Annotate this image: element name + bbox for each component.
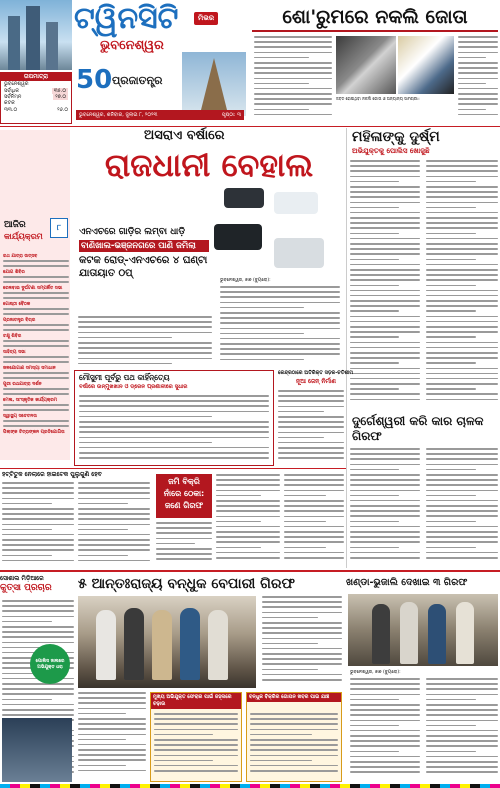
strip-mid-body (156, 522, 212, 568)
bottom-mid-body (262, 596, 342, 688)
weather-max: ୩୫.୦ (53, 88, 66, 94)
strip-right-body-2 (284, 474, 344, 568)
land-box-line-2: ନାଁରେ ଠେକା: (163, 489, 205, 498)
top-story-headline-bar (252, 4, 498, 32)
right-column (348, 128, 500, 568)
lead-body-1 (220, 286, 340, 366)
building-shape (8, 16, 20, 70)
info-box-b (246, 692, 342, 782)
agenda-title: ଆଜିର (4, 220, 26, 230)
agenda-item: ଜଳଯୋଗାଣ ସମସ୍ୟା ସମାଧାନ (3, 366, 56, 371)
lead-sub-3: କଟକ ରୋଡ୍-ଏନଏଚରେ ୪ ଘଣ୍ଟା ଯାତାୟାତ ଠପ୍ (79, 255, 208, 279)
person-shape (400, 602, 418, 664)
building-shape (26, 6, 40, 70)
lead-sub-box (76, 224, 212, 308)
person-shape (428, 604, 446, 664)
weather-box (0, 72, 72, 124)
weather-city: ଭୁବନେଶ୍ୱର (4, 81, 29, 87)
agenda-item: ରଥ ଯାତ୍ରା ଉତ୍ସବ (3, 254, 38, 259)
shoe-photo-1 (336, 36, 396, 94)
car-shape (224, 188, 264, 208)
masthead-badge: ମିଭର (194, 12, 218, 25)
agenda-item: ପ୍ରଜାତନ୍ତ୍ର ବିଚାର (3, 318, 36, 323)
lead-dateline: ଭୁବନେଶ୍ୱର, ୭ା୭ (ବ୍ୟୁରୋ): (220, 278, 271, 283)
building-shape (46, 22, 58, 70)
right-headline-2: ଦୁର୍ଗେଶ୍ୱରୀ କରି କାର ଚାଳକ ଗିରଫ (352, 414, 484, 443)
weather-min2: ୨୬.୦ (57, 107, 68, 113)
person-shape (152, 610, 172, 680)
top-story-body (254, 36, 332, 116)
info-box-a-title: ମୁଖ୍ୟ ଅଭିଯୁକ୍ତ ଫେରାର ପାଇଁ ଜହ୍ନାରେ ଚଢ଼ାଉ (151, 693, 241, 709)
agenda-item: ଚକ୍ଷୁ ଶିବିର (3, 334, 22, 339)
divider (0, 468, 346, 469)
callout-badge (30, 644, 70, 684)
right-body-2 (426, 160, 498, 410)
strip-right-body-1 (216, 474, 280, 568)
info-box-a (150, 692, 242, 782)
lead-body-2 (78, 316, 212, 366)
lead-sub-1: ଏନଏଚରେ ଗାଡ଼ିର ଲମ୍ବା ଧାଡ଼ି (79, 227, 186, 237)
masthead-title: ଟ୍ୱିନସିଟି (74, 1, 179, 36)
right-body-4 (426, 448, 498, 566)
bottom-left2-body (78, 692, 146, 782)
person-shape (208, 610, 228, 680)
info-box-b-title: ବନ୍ଧୁକ ବିକ୍ରିର ଗୋପନ ଖବର ପାଇ ଯାଞ୍ଚ (247, 693, 341, 702)
nudge-body (278, 390, 344, 464)
agenda-item: ପିଲାଙ୍କ ଚିତ୍ରାଙ୍କନ ପ୍ରତିଯୋଗିତା (3, 430, 65, 435)
car-shape (214, 224, 262, 250)
strip-left-body-2 (78, 482, 150, 568)
car-shape (274, 238, 324, 268)
weather-min: ୨୭.୦ (55, 94, 66, 100)
lead-headline: ରାଜଧାନୀ ବେହାଲ (104, 146, 314, 184)
strip-left-body-1 (2, 482, 74, 568)
registration-bar (0, 784, 500, 788)
agenda-item: ପୁରୀ ରଥଯାତ୍ରା ଦର୍ଶନ (3, 382, 42, 387)
right-headline-1: ମହିଳାଙ୍କୁ ଦୁର୍ଷ୍ମ (352, 129, 440, 145)
weather-min-label: ସର୍ବନିମ୍ନ (4, 94, 22, 100)
divider (0, 126, 500, 127)
monsoon-sub: ବର୍ଷାରେ ଉନ୍ମୁଖଖାନ ଓ ଡ୍ରେନ ପ୍ରଣାଳୀରେ ସୁଧାର (79, 384, 188, 390)
agenda-item: ଗୋଷ୍ଠୀ ବୈଠକ (3, 302, 31, 307)
land-box-line-1: ଜମି ବିକ୍ରି (168, 477, 200, 486)
nudge-sub: ନୂଆ ଜେନ୍ ନିର୍ମାଣ (296, 378, 336, 385)
bottom-kicker-box (0, 574, 74, 596)
weather-header: ତାପମାତ୍ରା (1, 73, 71, 81)
agenda-item: ସ୍ୱାସ୍ଥ୍ୟ ସଚେତନତା (3, 414, 37, 419)
strip-left-head: ହଟ୍ଟିତୁକ ନେଲାରେ ହାଇଟେକ ପୁଲୁଗୁଣି ହେବ (2, 471, 102, 478)
top-story-body-right (458, 36, 498, 116)
bottom-kicker-2: କୁତ୍ସା ପ୍ରଚାର (0, 583, 52, 593)
police-logo-photo (2, 718, 72, 782)
person-shape (124, 608, 144, 680)
agenda-item: ଯୋଗ ଶିବିର (3, 270, 25, 275)
agenda-item: ସାହିତ୍ୟ ସଭା (3, 350, 26, 355)
agenda-item: ମେଳା, ସାଂସ୍କୃତିକ କାର୍ଯ୍ୟକ୍ରମ (3, 398, 57, 403)
weather-max-label: ସର୍ବାଧିକ (4, 88, 19, 94)
bottom-right-headline: ଖଣ୍ଡା-ଭୁଜାଲି ଦେଖାଇ ୩ ଗିରଫ (346, 577, 468, 588)
issue-date: ଭୁବନେଶ୍ୱର, ଶନିବାର, ଜୁଲାଇ ୮, ୨୦୨୩ (79, 112, 158, 118)
car-shape (274, 192, 318, 214)
brand-name: ପ୍ରଜାତନ୍ତ୍ର (112, 74, 163, 87)
top-story-caption: ଜବତ ହୋଇଥିବା ନକଲି ଜୋତା ଓ ଅନ୍ୟାନ୍ୟ ସାମଗ୍ରୀ। (336, 96, 420, 101)
masthead (0, 0, 248, 124)
monsoon-body (79, 395, 269, 463)
agenda-item: ରେଳବାଇ ଦୁର୍ଘଟଣା ସମ୍ପର୍କିତ ସଭା (3, 286, 63, 291)
shoe-photo-2 (398, 36, 454, 94)
bottom-dateline: ଭୁବନେଶ୍ୱର, ୭ା୭ (ବ୍ୟୁରୋ): (350, 670, 401, 675)
arrest-photo (348, 594, 498, 666)
weather-max2: ୩୩.୦ (4, 107, 18, 113)
person-shape (180, 608, 200, 680)
masthead-subtitle: ଭୁବନେଶ୍ୱର (100, 38, 164, 53)
divider (0, 570, 500, 572)
right-body-3 (350, 448, 420, 566)
vertical-divider (346, 128, 347, 568)
agenda-date: ୮ (56, 223, 62, 232)
top-story-headline: ଶୋ'ରୁମରେ ନକଲି ଜୋତା (282, 6, 468, 28)
anniversary-logo: 50 (76, 65, 113, 95)
top-story (252, 0, 500, 124)
monsoon-box (74, 370, 274, 466)
agenda-box (0, 130, 70, 460)
nudge-headline: କେନ୍ଦ୍ରଠାରେ ଅତିରିକ୍ତ ସଡ଼କ-ଚତିଶୀମ (278, 370, 353, 376)
person-shape (372, 604, 390, 664)
person-shape (456, 602, 474, 664)
land-box-line-3: ଜଣେ ଗିରଫ (164, 501, 204, 510)
meta-line (76, 110, 244, 120)
page-number: ପୃଷ୍ଠା: ୩ (221, 112, 241, 118)
bottom-right-body-2 (426, 678, 498, 782)
lead-kicker: ଅସରାଏ ବର୍ଷାରେ (144, 128, 225, 143)
nudge-box (278, 370, 353, 466)
temple-shape (200, 58, 228, 114)
person-shape (96, 610, 116, 680)
weather-city2: କଟକ (4, 100, 15, 106)
lead-sub-2: ବାଣିଖାଲ-ଭଞ୍ଜନଗରେ ପାଣି ଜମିଲା (79, 240, 209, 252)
monsoon-headline: ମୌସୁମୀ ପୂର୍ବରୁ ପଥ କାହିଁନ୍ତ୍ୟେ (79, 373, 170, 382)
bottom-kicker: ସୋଶାଲ ମିଡ଼ିଆରେ (0, 575, 44, 582)
agenda-title-2: କାର୍ଯ୍ୟକ୍ରମ (4, 232, 43, 241)
bottom-right-body-1 (350, 678, 420, 782)
lead-story (74, 128, 344, 368)
agenda-list (3, 252, 69, 436)
bottom-headline: ୫ ଆନ୍ତଃରାଜ୍ୟ ବନ୍ଧୁକ ବେପାରୀ ଗିରଫ (78, 576, 295, 592)
right-sub-1: ଅଭିଯୁକ୍ତକୁ ପୋଲିସ ଖୋଜୁଛି (352, 147, 430, 155)
land-box (156, 474, 212, 518)
callout-text: ପୋଲିସ ଜାଲରେ ଅଭିଯୁକ୍ତ ଧରା (35, 659, 65, 670)
calendar-icon (50, 218, 68, 238)
